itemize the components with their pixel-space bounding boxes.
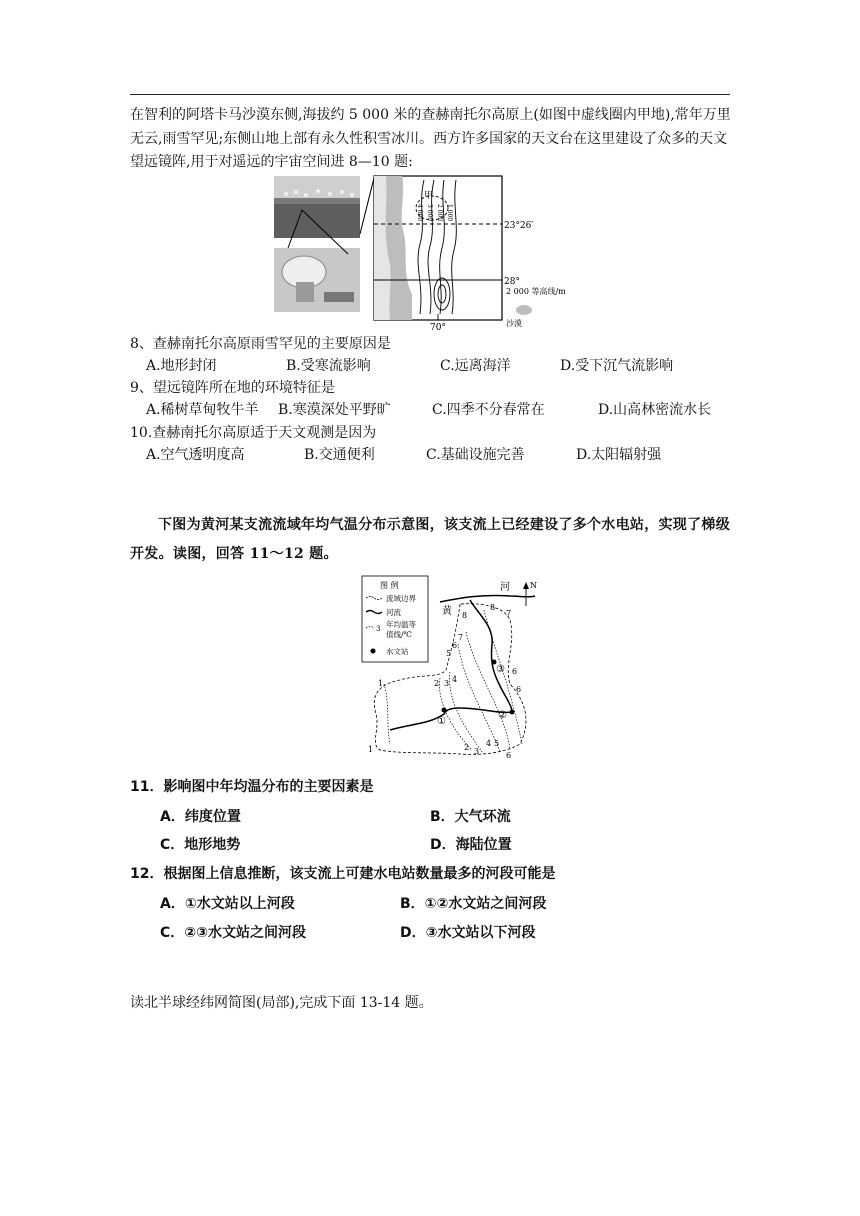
q12-stem: 12．根据图上信息推断，该支流上可建水电站数量最多的河段可能是 (130, 866, 556, 882)
svg-text:3: 3 (474, 747, 480, 756)
svg-text:5: 5 (446, 649, 452, 658)
svg-text:6: 6 (516, 685, 522, 694)
river-basin-map-figure (360, 574, 535, 762)
q8-stem: 8、查赫南托尔高原雨雪罕见的主要原因是 (130, 336, 391, 352)
q10-option-d[interactable]: D.太阳辐射强 (576, 447, 662, 463)
atacama-map-figure (274, 174, 566, 333)
svg-text:2: 2 (434, 679, 440, 688)
q10-option-c[interactable]: C.基础设施完善 (426, 447, 525, 463)
q10-option-a[interactable]: A.空气透明度高 (146, 447, 245, 463)
q11-option-c[interactable]: C．地形地势 (160, 837, 241, 853)
q9-stem: 9、望远镜阵所在地的环境特征是 (130, 380, 335, 396)
north-label: N (530, 581, 537, 590)
svg-text:3: 3 (444, 679, 450, 688)
q9-option-a[interactable]: A.稀树草甸牧牛羊 (146, 402, 259, 418)
q11-stem: 11．影响图中年均温分布的主要因素是 (130, 779, 374, 795)
svg-text:4: 4 (452, 675, 458, 684)
legend-river: 河流 (386, 608, 401, 617)
q9-option-d[interactable]: D.山高林密流水长 (598, 402, 712, 418)
legend-contour: 2 000 等高线/m (506, 287, 566, 296)
legend-boundary: 流域边界 (386, 594, 416, 603)
q12-option-b[interactable]: B．①②水文站之间河段 (400, 896, 547, 912)
intro-paragraph: 在智利的阿塔卡马沙漠东侧,海拔约 5 000 米的查赫南托尔高原上(如图中虚线圈内甲地),常年万里无云,雨雪罕见;东侧山地上部有永久性积雪冰川。西方许多国家的天文台在这里建设了众多的天文望远镜阵,用于对遥远的宇宙空间进 8—10 题: (130, 107, 731, 170)
contour-label: 4 000 (416, 204, 423, 222)
legend-isotherm-unit: 值线/℃ (386, 630, 412, 639)
section-intro-paragraph: 下图为黄河某支流流域年均气温分布示意图，该支流上已经建设了多个水电站，实现了梯级开发。读图，回答 11～12 题。 (130, 517, 730, 562)
contour-label: 3 000 (426, 204, 433, 222)
contour-label: 2 000 (436, 204, 443, 222)
q9-option-b[interactable]: B.寒漠深处平野旷 (278, 402, 391, 418)
q10-option-b[interactable]: B.交通便利 (304, 447, 375, 463)
huang-label: 黄 (442, 606, 452, 617)
lat-label-2: 28° (504, 277, 520, 287)
legend-station: 水文站 (386, 647, 409, 656)
header-rule (130, 94, 730, 95)
q12-option-c[interactable]: C．②③水文站之间河段 (160, 925, 306, 941)
svg-text:6: 6 (452, 641, 458, 650)
contour-label: 1 000 (446, 204, 453, 222)
svg-text:2: 2 (464, 743, 470, 752)
legend-isotherm: 年均温等 (386, 620, 416, 629)
svg-text:6: 6 (506, 751, 512, 760)
svg-text:1: 1 (368, 745, 374, 754)
q9-option-c[interactable]: C.四季不分春常在 (432, 402, 545, 418)
legend-title: 图 例 (380, 581, 399, 590)
svg-text:1: 1 (378, 679, 384, 688)
svg-text:6: 6 (512, 667, 518, 676)
q8-option-a[interactable]: A.地形封闭 (146, 358, 217, 374)
q11-option-d[interactable]: D．海陆位置 (430, 837, 512, 853)
station-1: ① (437, 716, 446, 727)
he-label: 河 (500, 582, 510, 593)
q10-stem: 10.查赫南托尔高原适于天文观测是因为 (130, 425, 377, 441)
q12-option-a[interactable]: A．①水文站以上河段 (160, 896, 295, 912)
q8-option-d[interactable]: D.受下沉气流影响 (560, 358, 674, 374)
svg-text:3: 3 (376, 625, 381, 633)
q8-option-b[interactable]: B.受寒流影响 (286, 358, 371, 374)
next-section-intro: 读北半球经纬网简图(局部),完成下面 13-14 题。 (130, 995, 433, 1011)
svg-text:5: 5 (494, 739, 500, 748)
jia-label: 甲 (424, 191, 434, 201)
lat-label-1: 23°26′ (504, 221, 534, 231)
yellow-river (440, 595, 535, 602)
station-2: ② (498, 710, 507, 721)
svg-text:8: 8 (490, 603, 496, 612)
svg-text:8: 8 (462, 611, 468, 620)
lon-label: 70° (430, 323, 446, 333)
station-3: ③ (496, 664, 505, 675)
svg-text:4: 4 (486, 739, 492, 748)
q11-option-a[interactable]: A．纬度位置 (160, 809, 241, 825)
svg-text:7: 7 (506, 609, 512, 618)
q12-option-d[interactable]: D．③水文站以下河段 (400, 925, 536, 941)
q8-option-c[interactable]: C.远离海洋 (440, 358, 511, 374)
svg-text:7: 7 (458, 633, 464, 642)
q11-option-b[interactable]: B．大气环流 (430, 809, 511, 825)
legend-desert: 沙漠 (506, 319, 522, 328)
